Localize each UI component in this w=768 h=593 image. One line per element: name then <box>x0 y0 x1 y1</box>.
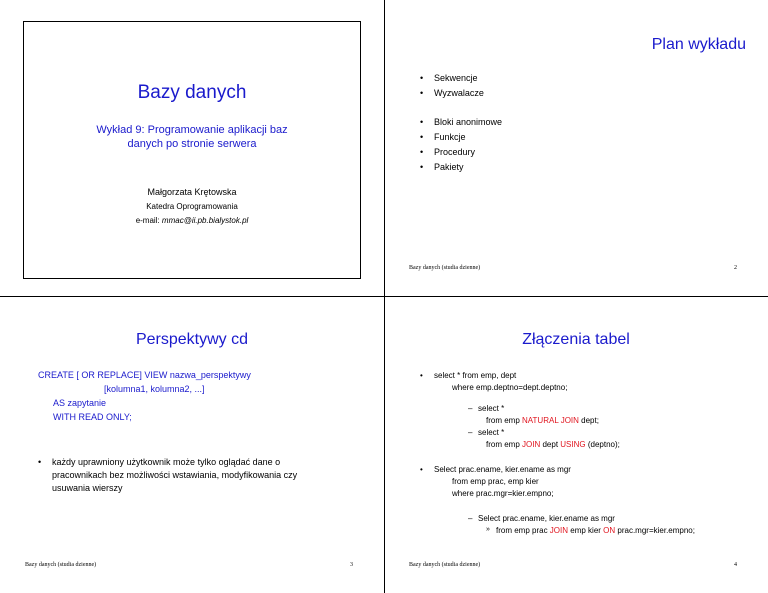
email-label: e-mail: <box>135 216 162 225</box>
slide-footer: Bazy danych (studia dzienne) <box>25 562 97 568</box>
slide-title: Bazy danych <box>137 82 247 103</box>
bullet-glyph: • <box>38 457 42 467</box>
query-2a-select: Select prac.ename, kier.ename as mgr <box>478 514 615 523</box>
keyword-natural-join: NATURAL JOIN <box>522 416 579 425</box>
bullet-text-line-2: pracownikach bez możliwości wstawiania, modyfikowania czy <box>52 470 298 480</box>
author-name: Małgorzata Krętowska <box>147 187 237 197</box>
page-number: 2 <box>734 265 737 271</box>
query-2-line-1: Select prac.ename, kier.ename as mgr <box>434 465 571 474</box>
slide-title: Perspektywy cd <box>135 331 249 348</box>
query-2-line-3: where prac.mgr=kier.empno; <box>452 489 554 498</box>
dash-glyph: – <box>468 428 473 437</box>
query-1-line-1: select * from emp, dept <box>434 371 517 380</box>
bullet-glyph: • <box>420 117 424 127</box>
query-2-line-2: from emp prac, emp kier <box>452 477 539 486</box>
slide-title: Złączenia tabel <box>522 331 630 348</box>
query-2a-from: from emp prac JOIN emp kier ON prac.mgr=kier.empno; <box>496 526 695 535</box>
dash-glyph: – <box>468 404 473 413</box>
page-number: 3 <box>350 562 353 568</box>
department-name: Katedra Oprogramowania <box>146 202 238 211</box>
slide-subtitle-line-1: Wykład 9: Programowanie aplikacji baz <box>96 124 288 136</box>
keyword-join: JOIN <box>522 440 541 449</box>
page-number: 4 <box>734 562 737 568</box>
bullet-text-line-3: usuwania wierszy <box>52 483 123 493</box>
keyword-join: JOIN <box>549 526 569 535</box>
cell-slide-3 <box>0 297 384 593</box>
slide-1 <box>23 21 361 279</box>
bullet-glyph: • <box>420 371 423 380</box>
bullet-glyph: • <box>420 162 424 172</box>
sub-bullet-glyph: » <box>486 526 490 533</box>
bullet-glyph: • <box>420 465 423 474</box>
bullet-glyph: • <box>420 147 424 157</box>
bullet-glyph: • <box>420 132 424 142</box>
code-line-4: WITH READ ONLY; <box>53 412 132 422</box>
keyword-using: USING <box>560 440 586 449</box>
query-1b-select: select * <box>478 428 505 437</box>
bullet-text-line-1: każdy uprawniony użytkownik może tylko oglądać dane o <box>52 457 281 467</box>
query-1b-from: from emp JOIN dept USING (deptno); <box>486 440 620 449</box>
cell-slide-1 <box>0 0 384 296</box>
code-line-2: [kolumna1, kolumna2, ...] <box>104 384 205 394</box>
bullet-glyph: • <box>420 88 424 98</box>
keyword-on: ON <box>603 526 616 535</box>
cell-slide-2: Plan wykładu • Sekwencje • Wyzwalacze • Bloki anonimowe • Funkcje • Procedury • Pakiety Bazy danych (studia dzienne) 2 <box>384 0 768 296</box>
bullet-glyph: • <box>420 73 424 83</box>
query-1a-select: select * <box>478 404 505 413</box>
slide-subtitle-line-2: danych po stronie serwera <box>127 138 257 150</box>
slide-footer: Bazy danych (studia dzienne) <box>409 265 481 271</box>
code-line-1: CREATE [ OR REPLACE] VIEW nazwa_perspektywy <box>38 370 251 380</box>
query-1-line-2: where emp.deptno=dept.deptno; <box>452 383 568 392</box>
slide-title: Plan wykładu <box>651 36 746 53</box>
query-1a-from: from emp NATURAL JOIN dept; <box>486 416 599 425</box>
email-line <box>24 216 360 225</box>
dash-glyph: – <box>468 514 473 523</box>
cell-slide-4 <box>384 297 768 593</box>
email-address: mmac@ii.pb.bialystok.pl <box>161 216 249 225</box>
code-line-3: AS zapytanie <box>53 398 107 408</box>
slide-footer: Bazy danych (studia dzienne) <box>409 562 481 568</box>
